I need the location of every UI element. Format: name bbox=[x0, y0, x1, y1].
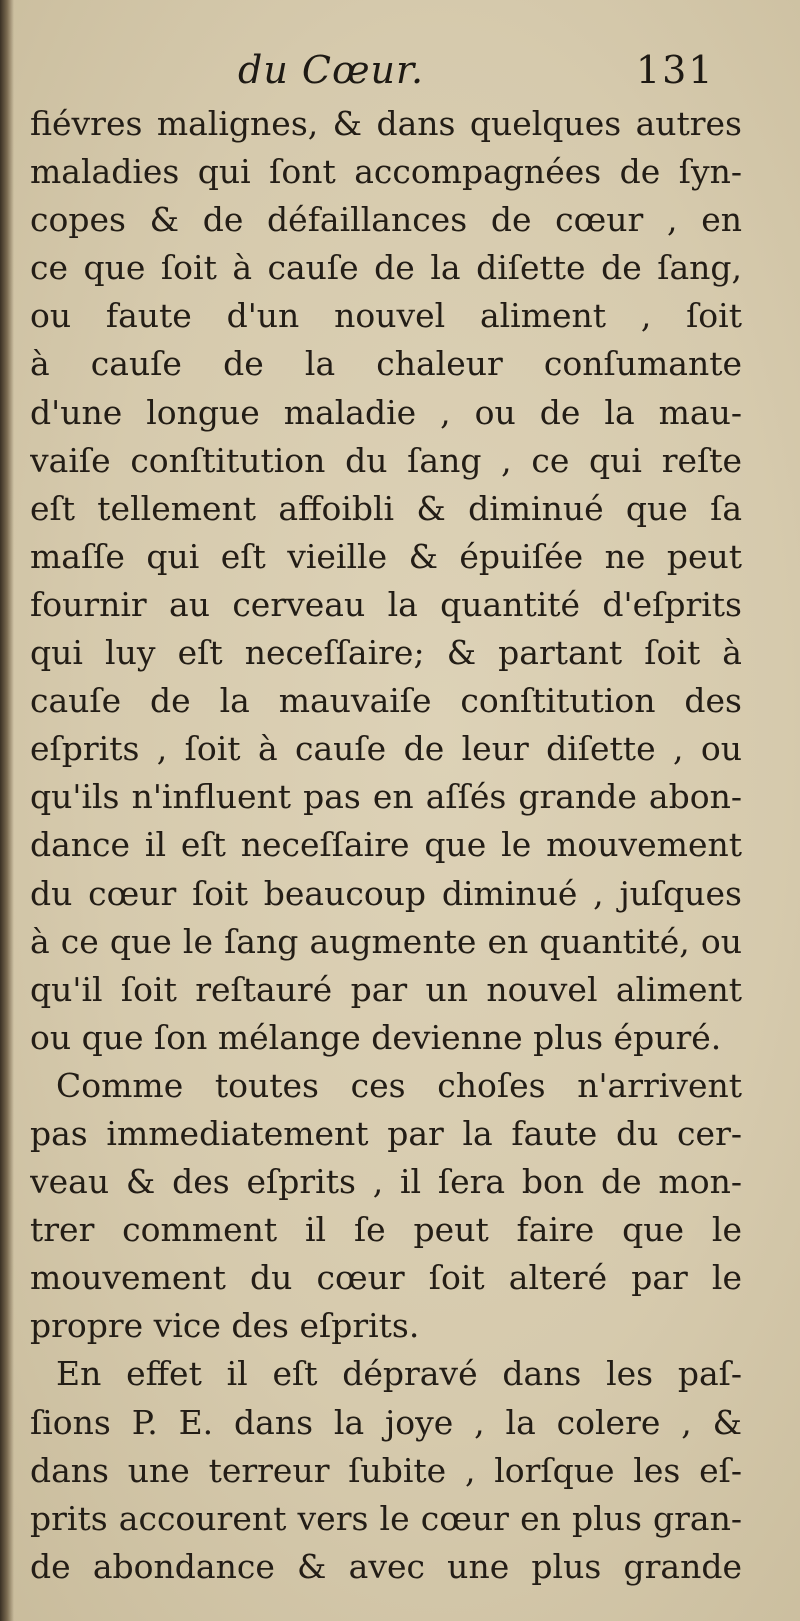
body-text bbox=[30, 100, 742, 1591]
text-line: En effet il eſt dépravé dans les paſ- bbox=[56, 1354, 742, 1394]
text-line: ſions P. E. dans la joye , la colere , & bbox=[30, 1402, 742, 1442]
text-line: veau & des eſprits , il ſera bon de mon- bbox=[30, 1162, 742, 1202]
text-line: qu'il ſoit reſtauré par un nouvel aliment bbox=[30, 969, 742, 1009]
text-line: dance il eſt neceſſaire que le mouvement bbox=[30, 825, 742, 865]
text-line: fournir au cerveau la quantité d'eſprits bbox=[30, 584, 742, 624]
text-line: à cauſe de la chaleur conſumante bbox=[30, 344, 742, 384]
page-number: 131 bbox=[636, 48, 715, 92]
text-line: fiévres malignes, & dans quelques autres bbox=[30, 104, 742, 143]
text-line: maladies qui ſont accompagnées de ſyn- bbox=[30, 152, 742, 192]
text-line: ou que ſon mélange devienne plus épuré. bbox=[30, 1017, 722, 1057]
page-header bbox=[0, 48, 800, 98]
text-line: à ce que le ſang augmente en quantité, ou bbox=[30, 921, 742, 961]
text-line: de abondance & avec une plus grande bbox=[30, 1546, 742, 1586]
text-line: Comme toutes ces choſes n'arrivent bbox=[56, 1065, 742, 1105]
text-line: mouvement du cœur ſoit alteré par le bbox=[30, 1258, 742, 1298]
text-line: pas immediatement par la faute du cer- bbox=[30, 1113, 742, 1153]
text-line: ou faute d'un nouvel aliment , ſoit bbox=[30, 296, 742, 336]
text-line: maſſe qui eſt vieille & épuiſée ne peut bbox=[30, 536, 742, 576]
text-line: eſt tellement affoibli & diminué que ſa bbox=[30, 488, 742, 528]
text-line: dans une terreur ſubite , lorſque les eſ- bbox=[30, 1450, 742, 1490]
text-line: qu'ils n'influent pas en aſſés grande abon- bbox=[30, 777, 742, 817]
text-line: ce que ſoit à cauſe de la diſette de ſang, bbox=[30, 248, 742, 288]
text-line: eſprits , ſoit à cauſe de leur diſette , ou bbox=[30, 729, 742, 769]
page-gutter-shadow bbox=[0, 0, 14, 1621]
text-line: qui luy eſt neceſſaire; & partant ſoit à bbox=[30, 633, 742, 673]
running-head: du Cœur. bbox=[238, 48, 425, 92]
text-line: du cœur ſoit beaucoup diminué , juſques bbox=[30, 873, 742, 913]
text-line: cauſe de la mauvaiſe conſtitution des bbox=[30, 681, 742, 721]
text-line: d'une longue maladie , ou de la mau- bbox=[30, 392, 742, 432]
text-line: vaiſe conſtitution du ſang , ce qui reſte bbox=[30, 440, 742, 480]
text-line: copes & de défaillances de cœur , en bbox=[30, 200, 742, 240]
text-line: trer comment il ſe peut faire que le bbox=[30, 1210, 742, 1250]
text-line: prits accourent vers le cœur en plus gran- bbox=[30, 1498, 742, 1538]
text-line: propre vice des eſprits. bbox=[30, 1306, 420, 1346]
